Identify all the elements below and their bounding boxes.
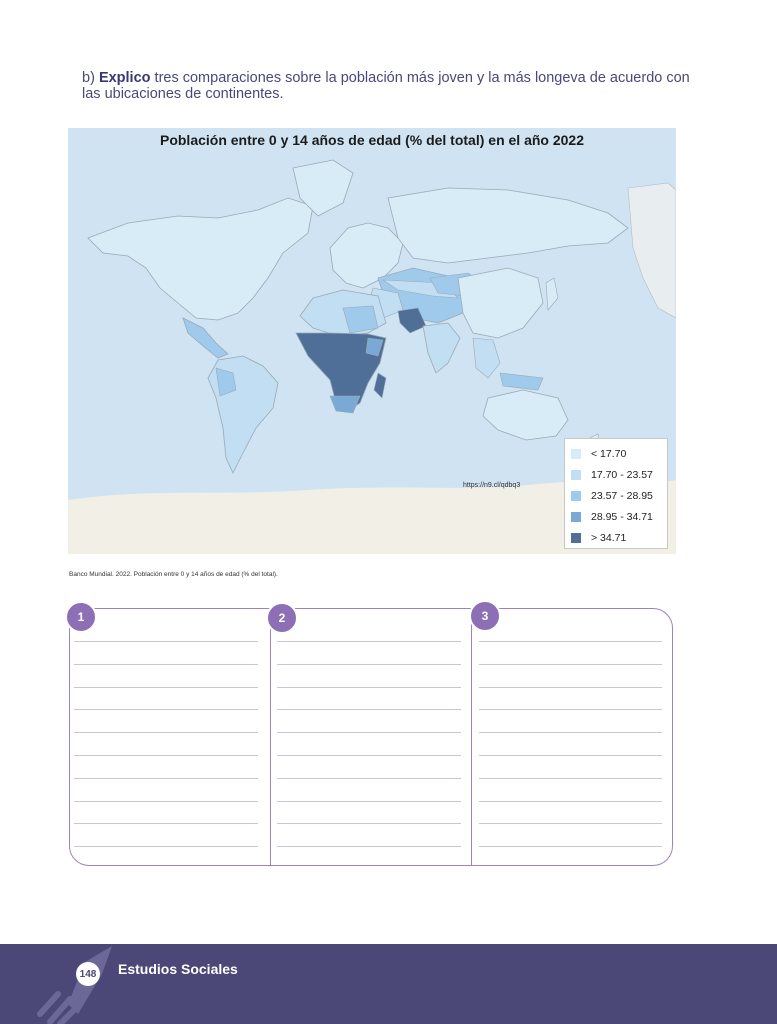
activity-instruction xyxy=(82,70,692,102)
writing-line[interactable] xyxy=(277,778,461,779)
writing-line[interactable] xyxy=(74,846,258,847)
map-url[interactable]: https://n9.cl/qdbq3 xyxy=(463,482,521,489)
writing-line[interactable] xyxy=(479,801,662,802)
writing-line[interactable] xyxy=(479,641,662,642)
legend-item xyxy=(571,464,661,485)
writing-line[interactable] xyxy=(277,755,461,756)
page-number: 148 xyxy=(76,962,100,986)
writing-line[interactable] xyxy=(74,687,258,688)
legend-item xyxy=(571,527,661,548)
legend-swatch xyxy=(571,533,581,543)
legend-swatch xyxy=(571,470,581,480)
answer-box xyxy=(69,608,673,866)
instruction-verb: Explico xyxy=(98,70,151,86)
legend-item xyxy=(571,506,661,527)
writing-line[interactable] xyxy=(74,778,258,779)
legend-item xyxy=(571,485,661,506)
writing-line[interactable] xyxy=(277,664,461,665)
legend-label: 17.70 - 23.57 xyxy=(591,468,653,481)
answer-number-badge: 1 xyxy=(65,601,97,633)
rocket-icon xyxy=(30,944,120,1024)
subject-title: Estudios Sociales xyxy=(118,961,238,977)
writing-line[interactable] xyxy=(74,641,258,642)
figure-source-caption: Banco Mundial. 2022. Población entre 0 y 14 años de edad (% del total). xyxy=(69,571,278,578)
map-legend xyxy=(564,438,668,549)
instruction-text: tres comparaciones sobre la población más joven y la más longeva de acuerdo con las ubicaciones de continentes. xyxy=(82,70,690,102)
writing-line[interactable] xyxy=(479,664,662,665)
writing-line[interactable] xyxy=(479,732,662,733)
writing-line[interactable] xyxy=(479,687,662,688)
column-divider xyxy=(471,608,472,866)
page-footer xyxy=(0,944,777,1024)
legend-swatch xyxy=(571,491,581,501)
writing-line[interactable] xyxy=(277,641,461,642)
writing-line[interactable] xyxy=(277,801,461,802)
legend-swatch xyxy=(571,512,581,522)
column-divider xyxy=(270,608,271,866)
writing-line[interactable] xyxy=(479,778,662,779)
writing-line[interactable] xyxy=(74,755,258,756)
legend-label: 23.57 - 28.95 xyxy=(591,489,653,502)
writing-line[interactable] xyxy=(74,801,258,802)
writing-line[interactable] xyxy=(479,846,662,847)
legend-label: 28.95 - 34.71 xyxy=(591,510,653,523)
writing-line[interactable] xyxy=(277,823,461,824)
writing-line[interactable] xyxy=(277,846,461,847)
item-label: b) xyxy=(82,70,95,86)
writing-line[interactable] xyxy=(277,687,461,688)
legend-label: > 34.71 xyxy=(591,531,627,544)
writing-line[interactable] xyxy=(74,664,258,665)
writing-line[interactable] xyxy=(277,732,461,733)
legend-label: < 17.70 xyxy=(591,447,627,460)
writing-line[interactable] xyxy=(74,823,258,824)
writing-line[interactable] xyxy=(74,709,258,710)
writing-line[interactable] xyxy=(277,709,461,710)
answer-number-badge: 3 xyxy=(469,600,501,632)
legend-item xyxy=(571,443,661,464)
map-title: Población entre 0 y 14 años de edad (% del total) en el año 2022 xyxy=(159,132,585,148)
answer-number-badge: 2 xyxy=(266,602,298,634)
writing-line[interactable] xyxy=(74,732,258,733)
writing-line[interactable] xyxy=(479,709,662,710)
writing-line[interactable] xyxy=(479,755,662,756)
writing-line[interactable] xyxy=(479,823,662,824)
world-map-figure xyxy=(68,128,676,554)
legend-swatch xyxy=(571,449,581,459)
